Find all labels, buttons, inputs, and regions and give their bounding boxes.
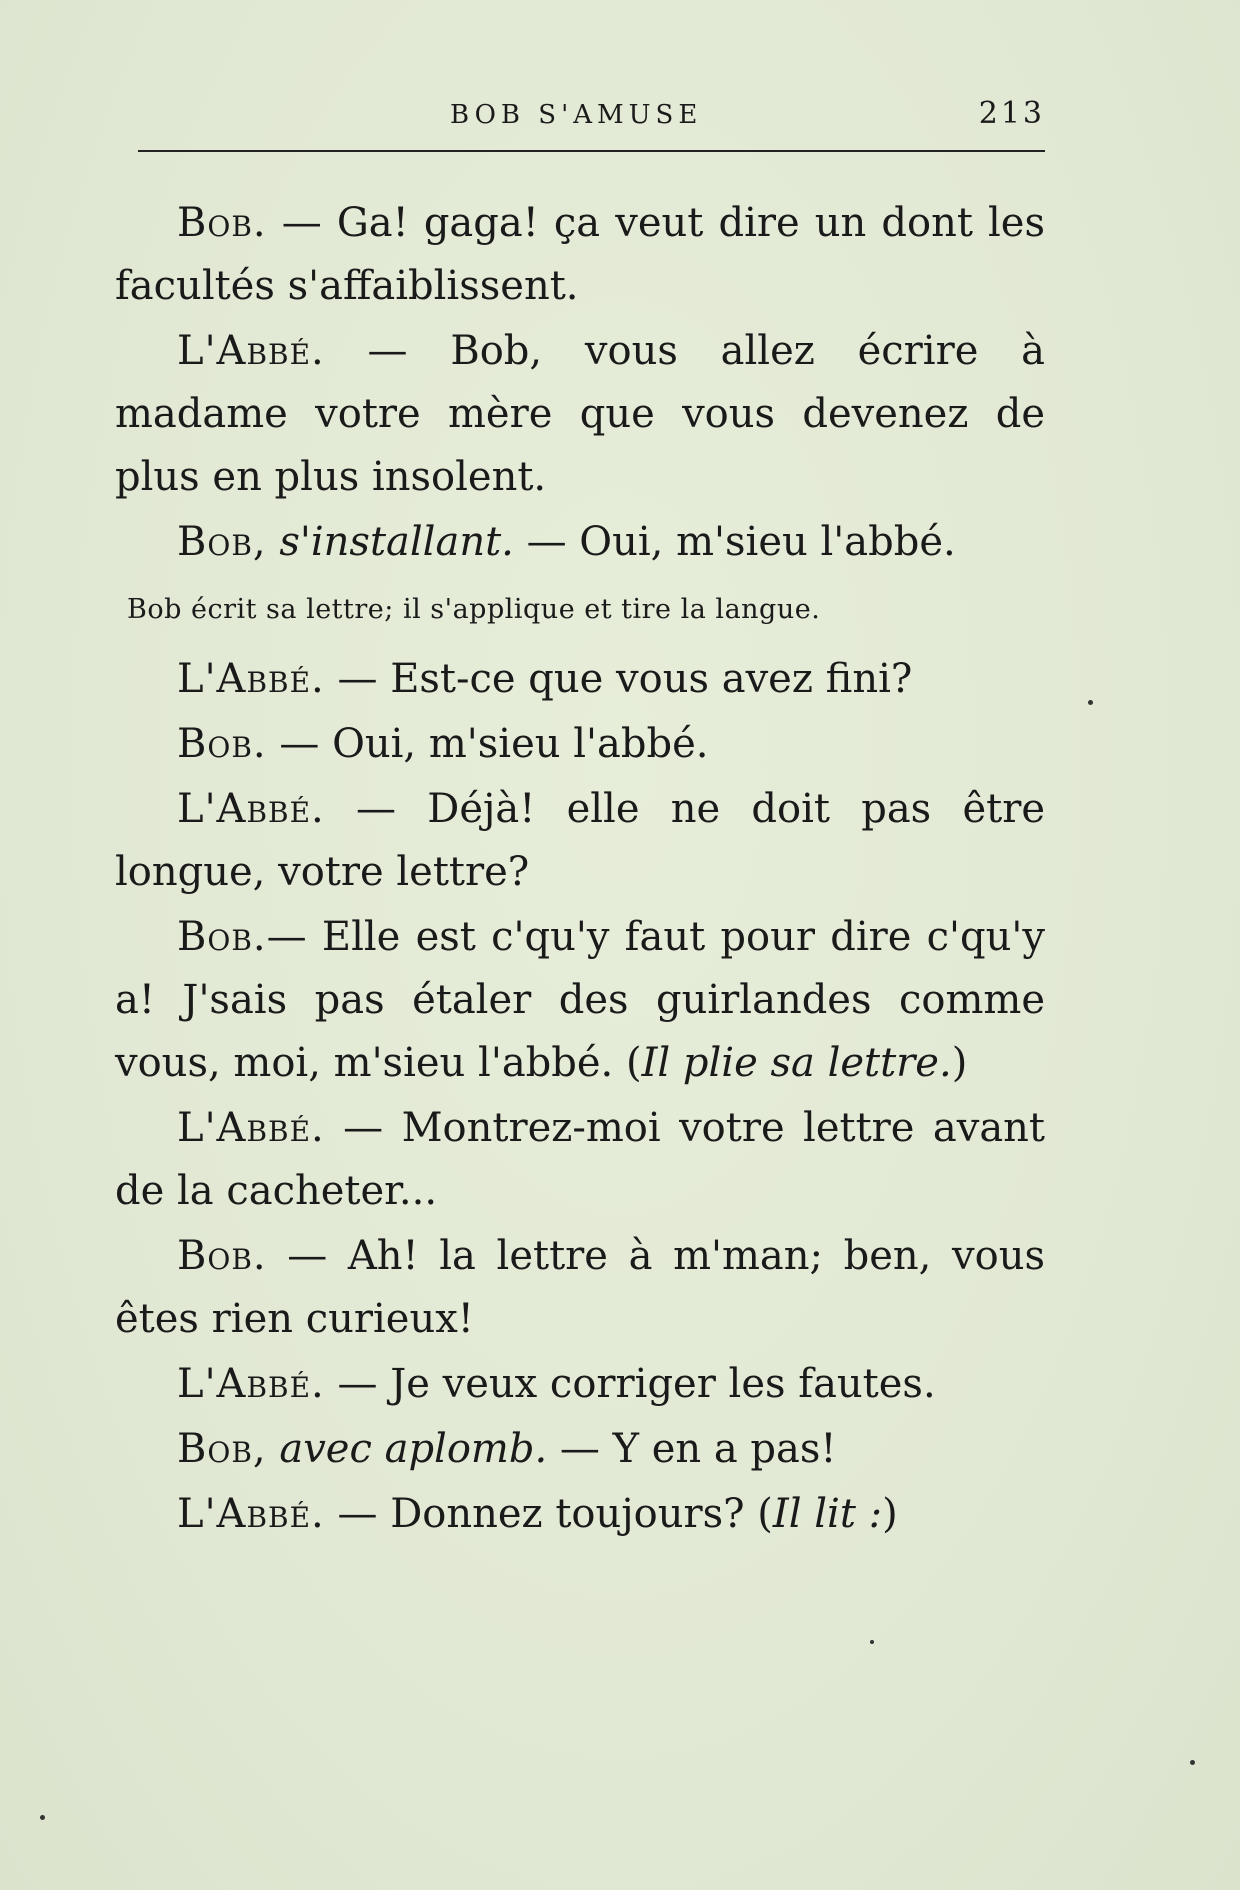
dialogue-text: — Déjà! elle ne doit pas être longue, votre lettre?: [115, 786, 1045, 895]
speaker-label: Bob.: [177, 721, 267, 767]
dialogue-line: [115, 906, 1045, 1095]
page-number: 213: [978, 96, 1045, 131]
speaker-label: Bob.: [177, 1233, 267, 1279]
body-text: [115, 192, 1045, 1546]
stage-note: Il lit :: [772, 1491, 883, 1537]
dialogue-text: — Je veux corriger les fautes.: [324, 1361, 936, 1407]
dialogue-text: — Ah! la lettre à m'man; ben, vous êtes rien curieux!: [115, 1233, 1045, 1342]
dialogue-text: — Elle est c'qu'y faut pour dire c'qu'y a! J'sais pas étaler des guirlandes comme vous, moi, m'sieu l'abbé. (: [115, 914, 1045, 1086]
dialogue-line: [115, 1418, 1045, 1481]
dialogue-text: — Est-ce que vous avez fini?: [324, 656, 913, 702]
dialogue-line: [115, 1097, 1045, 1223]
header-rule: [138, 150, 1045, 152]
dialogue-text: — Bob, vous allez écrire à madame votre mère que vous devenez de plus en plus insolent.: [115, 328, 1045, 500]
dialogue-text: — Oui, m'sieu l'abbé.: [513, 519, 956, 565]
running-head: [140, 96, 1045, 136]
dialogue-line: [115, 192, 1045, 318]
dialogue-line: [115, 1225, 1045, 1351]
stage-direction: Bob écrit sa lettre; il s'applique et tire la langue.: [127, 594, 821, 625]
closing-paren: ): [951, 1040, 968, 1086]
speaker-label: Bob.: [177, 200, 267, 246]
dialogue-text: — Montrez-moi votre lettre avant de la cacheter...: [115, 1105, 1045, 1214]
speaker-label: Bob,: [177, 1426, 267, 1472]
speaker-label: L'Abbé.: [177, 1105, 325, 1151]
dialogue-line: [115, 320, 1045, 509]
paper-speck: [1088, 700, 1093, 705]
speaker-label: L'Abbé.: [177, 328, 325, 374]
paper-speck: [40, 1815, 45, 1820]
speaker-label: L'Abbé.: [177, 1491, 325, 1537]
speaker-label: L'Abbé.: [177, 786, 325, 832]
dialogue-text: — Donnez toujours? (: [324, 1491, 773, 1537]
speaker-label: L'Abbé.: [177, 656, 325, 702]
stage-note: avec aplomb.: [266, 1426, 548, 1472]
speaker-label: L'Abbé.: [177, 1361, 325, 1407]
closing-paren: ): [882, 1491, 898, 1537]
running-title: BOB S'AMUSE: [450, 100, 703, 130]
dialogue-text: — Oui, m'sieu l'abbé.: [266, 721, 709, 767]
speaker-label: Bob.: [177, 914, 267, 960]
dialogue-line: [115, 511, 1045, 574]
dialogue-line: [115, 713, 1045, 776]
paper-speck: [1190, 1760, 1195, 1765]
dialogue-line: [115, 1353, 1045, 1416]
paper-speck: [870, 1640, 874, 1644]
dialogue-text: — Y en a pas!: [547, 1426, 837, 1472]
dialogue-line: [115, 1483, 1045, 1546]
speaker-label: Bob,: [177, 519, 267, 565]
stage-note: s'installant.: [266, 519, 514, 565]
dialogue-line: [115, 648, 1045, 711]
dialogue-line: [115, 778, 1045, 904]
dialogue-text: — Ga! gaga! ça veut dire un dont les facultés s'affaiblissent.: [115, 200, 1045, 309]
stage-note: Il plie sa lettre.: [641, 1040, 952, 1086]
